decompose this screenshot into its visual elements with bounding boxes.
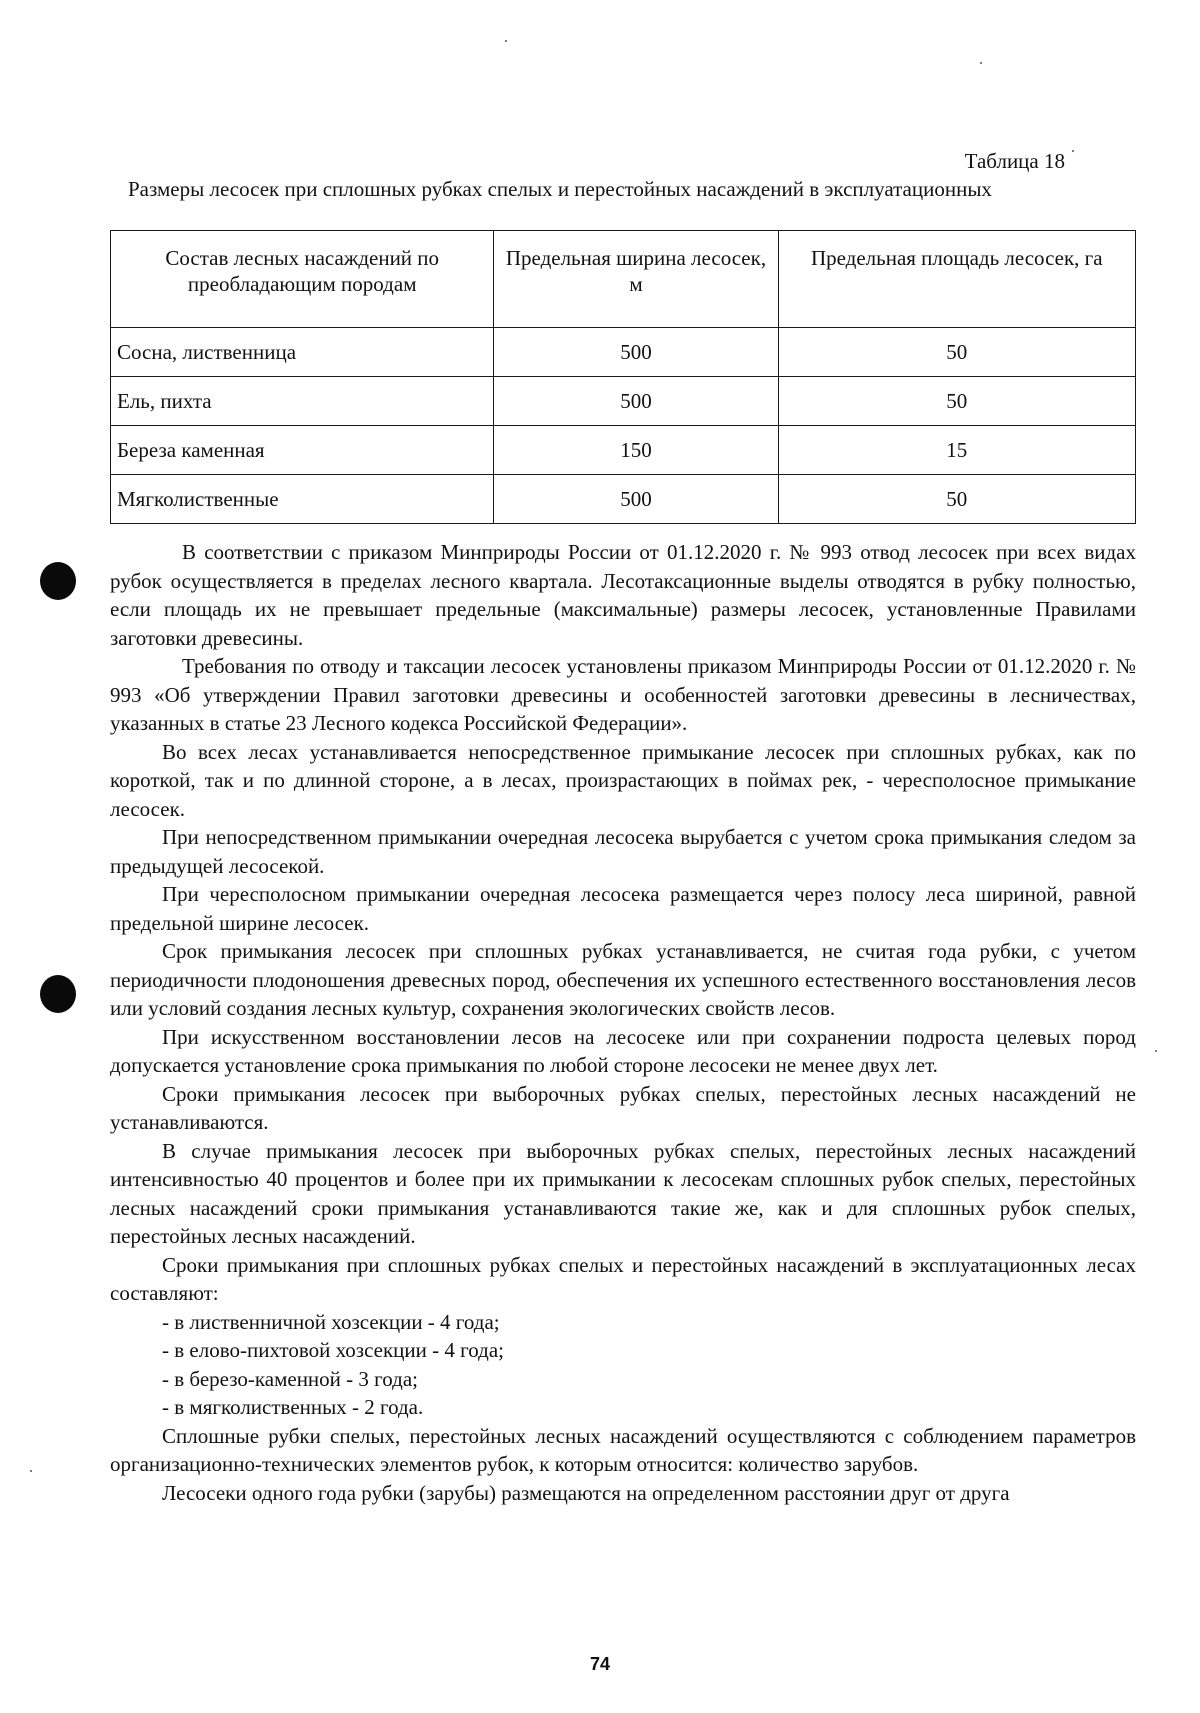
paragraph: При чересполосном примыкании очередная лесосека размещается через полосу леса шириной, равной предельной ширине лесосек.	[110, 882, 1136, 935]
scan-speck	[30, 1470, 32, 1472]
paragraph: В соответствии с приказом Минприроды России от 01.12.2020 г. № 993 отвод лесосек при всех видах рубок осуществляется в пределах лесного квартала. Лесотаксационные выделы отводятся в рубку полностью, если площадь их не превышает предельные (максимальные) размеры лесосек, установленные Правилами заготовки древесины.	[110, 540, 1136, 650]
table-cell-species: Мягколиственные	[111, 475, 494, 524]
paragraph: Лесосеки одного года рубки (зарубы) размещаются на определенном расстоянии друг от друга	[162, 1480, 1010, 1505]
table-cell-area: 50	[778, 328, 1135, 377]
table-row	[111, 328, 1136, 377]
table-row	[111, 475, 1136, 524]
table-title: Размеры лесосек при сплошных рубках спелых и перестойных насаждений в эксплуатационных	[128, 177, 992, 201]
table-cell-width: 500	[494, 475, 778, 524]
list-item: - в лиственничной хозсекции - 4 года;	[162, 1309, 500, 1334]
table-cell-area: 50	[778, 377, 1135, 426]
table-header-row	[111, 231, 1136, 328]
punch-hole	[40, 562, 76, 600]
scan-speck	[1072, 150, 1074, 152]
table-cell-width: 500	[494, 377, 778, 426]
paragraph: Сплошные рубки спелых, перестойных лесных насаждений осуществляются с соблюдением параметров организационно-технических элементов рубок, к которым относится: количество зарубов.	[110, 1423, 1136, 1476]
paragraph: При искусственном восстановлении лесов на лесосеке или при сохранении подроста целевых пород допускается установление срока примыкания по любой стороне лесосеки не менее двух лет.	[110, 1024, 1136, 1077]
table-caption: Таблица 18	[964, 149, 1065, 173]
paragraph: Требования по отводу и таксации лесосек установлены приказом Минприроды России от 01.12.2020 г. № 993 «Об утверждении Правил заготовки древесины и особенностей заготовки древесины в лесничествах, указанных в статье 23 Лесного кодекса Российской Федерации».	[110, 654, 1136, 735]
scan-speck	[1155, 1050, 1157, 1052]
column-header-composition: Состав лесных насаждений по преобладающим породам	[111, 231, 494, 328]
table-cell-species: Береза каменная	[111, 426, 494, 475]
punch-hole	[40, 975, 76, 1013]
paragraph: Срок примыкания лесосек при сплошных рубках устанавливается, не считая года рубки, с учетом периодичности плодоношения древесных пород, обеспечения их успешного естественного восстановления лесов или условий создания лесных культур, сохранения экологических свойств лесов.	[110, 939, 1136, 1020]
page-number: 74	[589, 1654, 611, 1674]
scan-speck	[980, 62, 982, 64]
table-cell-area: 15	[778, 426, 1135, 475]
table-cell-species: Сосна, лиственница	[111, 328, 494, 377]
paragraph: В случае примыкания лесосек при выборочных рубках спелых, перестойных лесных насаждений интенсивностью 40 процентов и более при их примыкании к лесосекам сплошных рубок спелых, перестойных лесных насаждений сроки примыкания устанавливаются такие же, как и для сплошных рубок спелых, перестойных лесных насаждений.	[110, 1138, 1136, 1248]
body-text	[110, 538, 1136, 1507]
scan-speck	[505, 40, 507, 42]
paragraph: Во всех лесах устанавливается непосредственное примыкание лесосек при сплошных рубках, как по короткой, так и по длинной стороне, а в лесах, произрастающих в поймах рек, - чересполосное примыкание лесосек.	[110, 739, 1136, 821]
list-item: - в елово-пихтовой хозсекции - 4 года;	[162, 1338, 504, 1362]
table-cell-area: 50	[778, 475, 1135, 524]
table-row	[111, 377, 1136, 426]
table-cell-width: 150	[494, 426, 778, 475]
column-header-width: Предельная ширина лесосек, м	[494, 231, 778, 328]
paragraph: Сроки примыкания лесосек при выборочных рубках спелых, перестойных лесных насаждений не устанавливаются.	[110, 1081, 1136, 1134]
list-item: - в березо-каменной - 3 года;	[162, 1366, 418, 1391]
list-item: - в мягколиственных - 2 года.	[162, 1395, 424, 1419]
table-cell-width: 500	[494, 328, 778, 377]
paragraph: При непосредственном примыкании очередная лесосека вырубается с учетом срока примыкания следом за предыдущей лесосекой.	[110, 825, 1136, 878]
cutting-area-size-table	[110, 230, 1136, 524]
paragraph: Сроки примыкания при сплошных рубках спелых и перестойных насаждений в эксплуатационных лесах составляют:	[110, 1252, 1136, 1305]
table-cell-species: Ель, пихта	[111, 377, 494, 426]
column-header-area: Предельная площадь лесосек, га	[778, 231, 1135, 328]
table-row	[111, 426, 1136, 475]
